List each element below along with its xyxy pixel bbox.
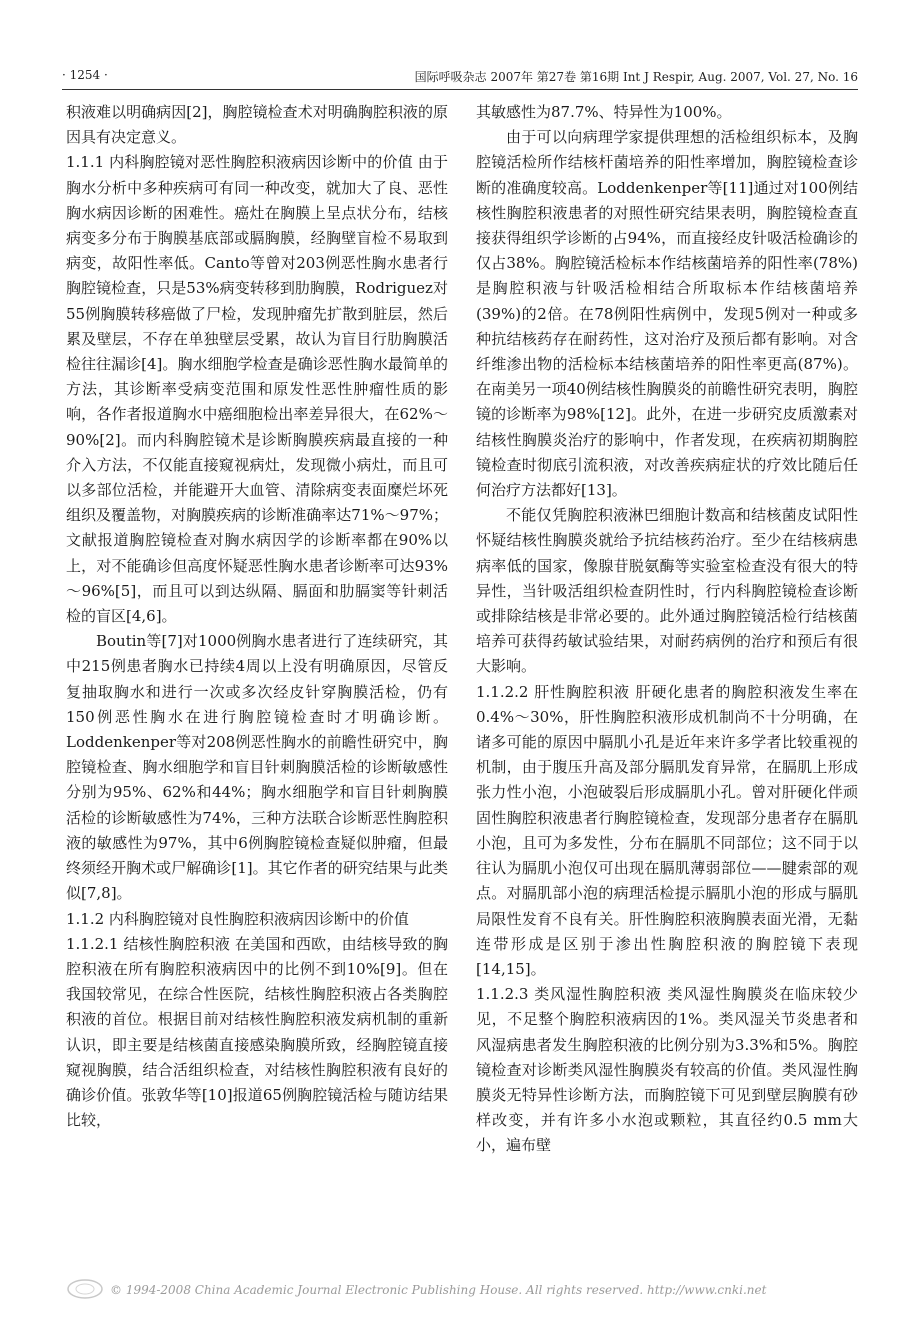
running-header <box>62 66 858 88</box>
journal-info: 国际呼吸杂志 2007年 第27卷 第16期 Int J Respir, Aug. 2007, Vol. 27, No. 16 <box>414 70 858 84</box>
publisher-logo-icon <box>66 1278 104 1300</box>
section-paragraph: 1.1.2 内科胸腔镜对良性胸腔积液病因诊断中的价值 <box>66 909 409 928</box>
left-column <box>66 100 448 1133</box>
right-column <box>476 100 858 1159</box>
body-paragraph: 其敏感性为87.7%、特异性为100%。 <box>476 103 732 121</box>
copyright-notice: © 1994-2008 China Academic Journal Electronic Publishing House. All rights reserved. http://www.cnki.net <box>110 1283 767 1297</box>
footer <box>66 1278 858 1304</box>
body-paragraph: 由于可以向病理学家提供理想的活检组织标本，及胸腔镜活检所作结核杆菌培养的阳性率增加，胸腔镜检查诊断的准确度较高。Loddenkenper等[11]通过对100例结核性胸腔积液患者的对照性研究结果表明，胸腔镜检查直接获得组织学诊断的占94%，而直接经皮针吸活检确诊的仅占38%。胸腔镜活检标本作结核菌培养的阳性率(78%)是胸腔积液与针吸活检相结合所取标本作结核菌培养(39%)的2倍。在78例阳性病例中，发现5例对一种或多种抗结核药存在耐药性，这对治疗及预后都有影响。对含纤维渗出物的活检标本结核菌培养的阳性率更高(87%)。在南美另一项40例结核性胸膜炎的前瞻性研究表明，胸腔镜的诊断率为98%[12]。此外，在进一步研究皮质激素对结核性胸膜炎治疗的影响中，作者发现，在疾病初期胸腔镜检查时彻底引流积液，对改善疾病症状的疗效比随后任何治疗方法都好[13]。 <box>476 128 858 500</box>
page-number: · 1254 · <box>62 68 108 82</box>
section-paragraph: 1.1.1 内科胸腔镜对恶性胸腔积液病因诊断中的价值 由于胸水分析中多种疾病可有同一种改变，就加大了良、恶性胸水病因诊断的困难性。癌灶在胸膜上呈点状分布，结核病变多分布于胸膜基底部或膈胸膜，经胸壁盲检不易取到病变，故阳性率低。Canto等曾对203例恶性胸水患者行胸腔镜检查，只是53%病变转移到肋胸膜，Rodriguez对55例胸膜转移癌做了尸检，发现肿瘤先扩散到脏层，然后累及壁层，不存在单独壁层受累，故认为盲目行肋胸膜活检往往漏诊[4]。胸水细胞学检查是确诊恶性胸水最简单的方法，其诊断率受病变范围和原发性恶性肿瘤性质的影响，各作者报道胸水中癌细胞检出率差异很大，在62%～90%[2]。而内科胸腔镜术是诊断胸膜疾病最直接的一种介入方法，不仅能直接窥视病灶，发现微小病灶，而且可以多部位活检，并能避开大血管、清除病变表面糜烂坏死组织及覆盖物，对胸膜疾病的诊断准确率达71%～97%；文献报道胸腔镜检查对胸水病因学的诊断率都在90%以上，对不能确诊但高度怀疑恶性胸水患者诊断率可达93%～96%[5]，而且可以到达纵隔、膈面和肋膈窦等针刺活检的盲区[4,6]。 <box>66 153 448 626</box>
section-paragraph: 1.1.2.2 肝性胸腔积液 肝硬化患者的胸腔积液发生率在0.4%～30%，肝性胸腔积液形成机制尚不十分明确，在诸多可能的原因中膈肌小孔是近年来许多学者比较重视的机制，由于腹压升高及部分膈肌发育异常，在膈肌上形成张力性小泡，小泡破裂后形成膈肌小孔。曾对肝硬化伴顽固性胸腔积液患者行胸腔镜检查，发现部分患者存在膈肌小泡，且可为多发性，分布在膈肌不同部位；这不同于以往认为膈肌小泡仅可出现在膈肌薄弱部位——腱索部的观点。对膈肌部小泡的病理活检提示膈肌小泡的形成与膈肌局限性发育不良有关。肝性胸腔积液胸膜表面光滑，无黏连带形成是区别于渗出性胸腔积液的胸腔镜下表现[14,15]。 <box>476 682 858 978</box>
body-paragraph: Boutin等[7]对1000例胸水患者进行了连续研究，其中215例患者胸水已持续4周以上没有明确原因，尽管反复抽取胸水和进行一次或多次经皮针穿胸膜活检，仍有150例恶性胸水在进行胸腔镜检查时才明确诊断。Loddenkenper等对208例恶性胸水的前瞻性研究中，胸腔镜检查、胸水细胞学和盲目针刺胸膜活检的诊断敏感性分别为95%、62%和44%；胸水细胞学和盲目针刺胸膜活检的诊断敏感性为74%，三种方法联合诊断恶性胸腔积液的敏感性为97%，其中6例胸腔镜检查疑似肿瘤，但最终须经开胸术或尸解确诊[1]。其它作者的研究结果与此类似[7,8]。 <box>66 632 448 903</box>
section-paragraph: 1.1.2.1 结核性胸腔积液 在美国和西欧，由结核导致的胸腔积液在所有胸腔积液病因中的比例不到10%[9]。但在我国较常见，在综合性医院，结核性胸腔积液占各类胸腔积液的首位。根据目前对结核性胸腔积液发病机制的重新认识，即主要是结核菌直接感染胸膜所致，经胸腔镜直接窥视胸膜，结合活组织检查，对结核性胸腔积液有良好的确诊价值。张敦华等[10]报道65例胸腔镜活检与随访结果比较， <box>66 934 448 1130</box>
body-paragraph: 不能仅凭胸腔积液淋巴细胞计数高和结核菌皮试阳性怀疑结核性胸膜炎就给予抗结核药治疗。至少在结核病患病率低的国家，像腺苷脱氨酶等实验室检查没有很大的特异性，当针吸活组织检查阴性时，行内科胸腔镜检查诊断或排除结核是非常必要的。此外通过胸腔镜活检行结核菌培养可获得药敏试验结果，对耐药病例的治疗和预后有很大影响。 <box>476 506 858 676</box>
section-paragraph: 1.1.2.3 类风湿性胸腔积液 类风湿性胸膜炎在临床较少见，不足整个胸腔积液病因的1%。类风湿关节炎患者和风湿病患者发生胸腔积液的比例分别为3.3%和5%。胸腔镜检查对诊断类风湿性胸膜炎有较高的价值。类风湿性胸膜炎无特异性诊断方法，而胸腔镜下可见到壁层胸膜有砂样改变，并有许多小水泡或颗粒，其直径约0.5 mm大小，遍布壁 <box>476 985 858 1155</box>
body-paragraph: 积液难以明确病因[2]，胸腔镜检查术对明确胸腔积液的原因具有决定意义。 <box>66 103 448 147</box>
header-rule <box>62 89 858 90</box>
